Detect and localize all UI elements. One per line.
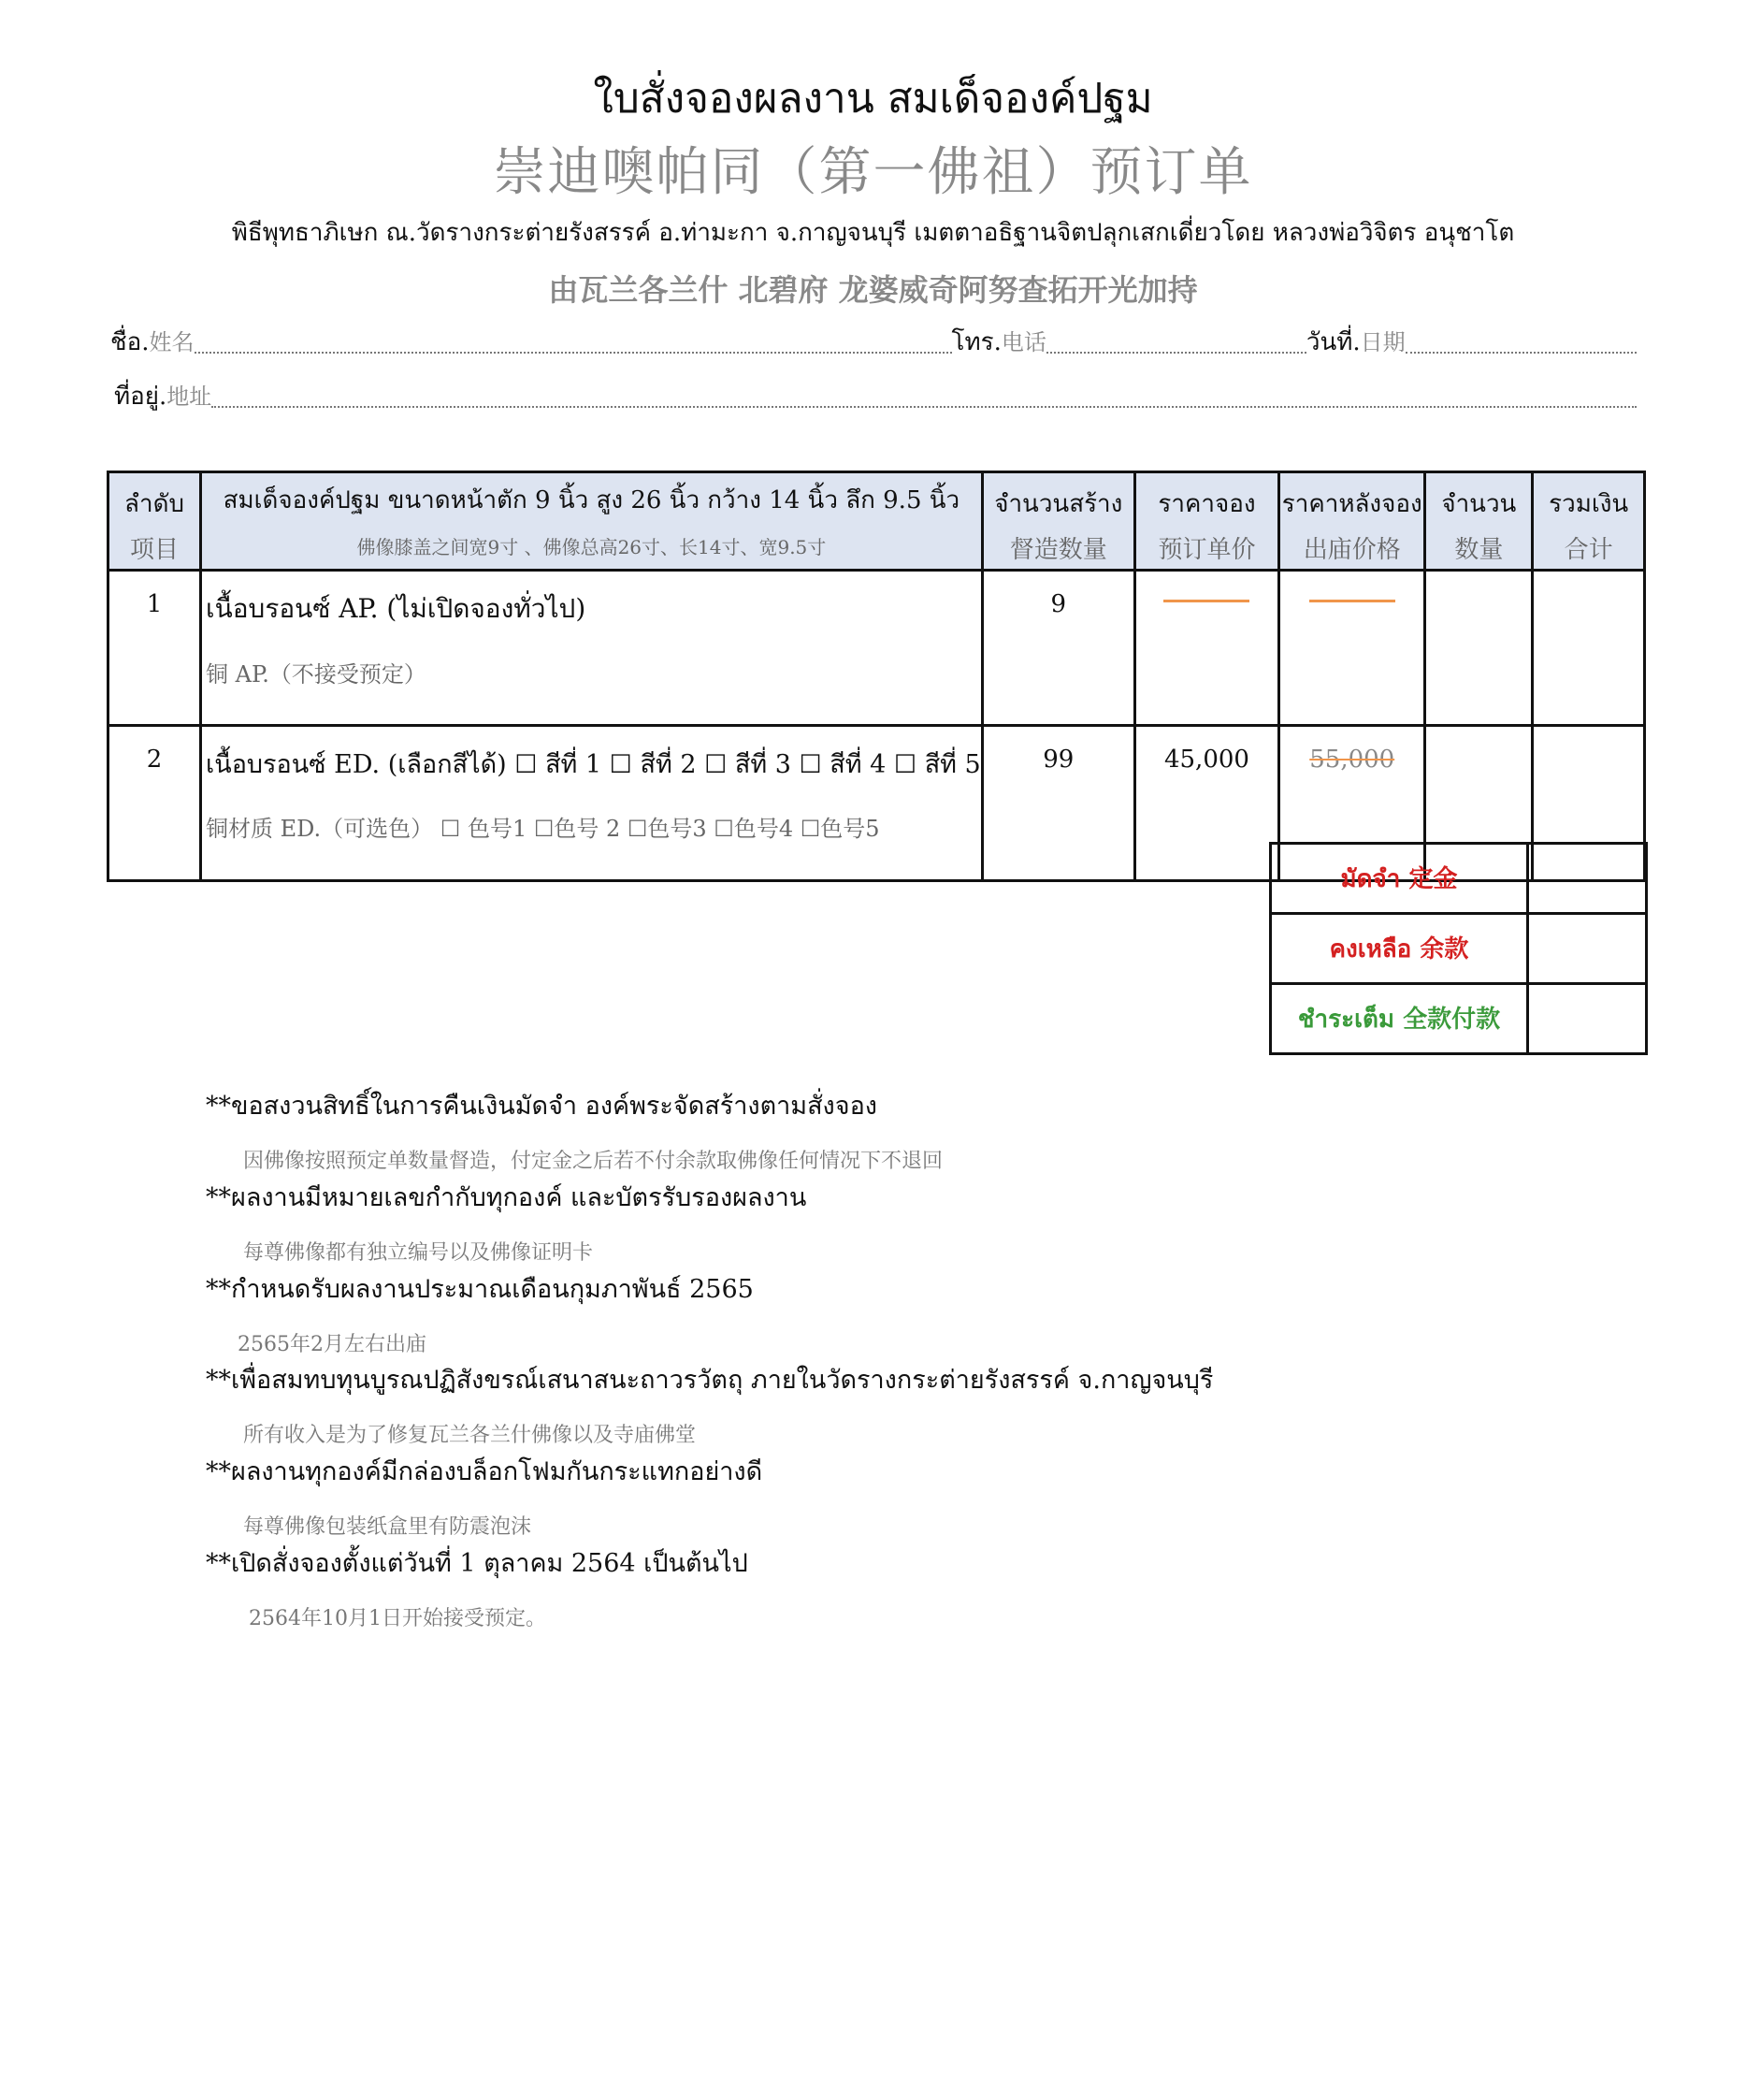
header-after-price: ราคาหลังจอง 出庙价格: [1279, 472, 1425, 571]
note-chinese: 2564年10月1日开始接受预定。: [249, 1607, 546, 1630]
full-payment-row: [1271, 984, 1647, 1054]
preorder-price: 45,000: [1134, 726, 1278, 881]
total-input[interactable]: [1533, 571, 1645, 726]
header-build-qty: จำนวนสร้าง 督造数量: [982, 472, 1134, 571]
note-thai: **เปิดสั่งจองตั้งแต่วันที่ 1 ตุลาคม 2564 เป็นต้นไป: [206, 1549, 748, 1578]
after-price-cell: [1279, 571, 1425, 726]
quantity-input[interactable]: [1425, 571, 1533, 726]
address-label: ที่อยู่.地址: [114, 383, 212, 411]
build-qty: 99: [982, 726, 1134, 881]
name-label: ชื่อ.姓名: [110, 328, 195, 356]
item-name-chinese: 铜 AP.（不接受预定）: [206, 661, 426, 688]
deposit-amount-field[interactable]: [1528, 844, 1647, 914]
balance-label: คงเหลือ 余款: [1271, 914, 1528, 984]
date-label: วันที่.日期: [1306, 328, 1406, 356]
date-field[interactable]: [1406, 352, 1637, 354]
note-thai: **ขอสงวนสิทธิ์ในการคืนเงินมัดจำ องค์พระจัดสร้างตามสั่งจอง: [206, 1092, 877, 1121]
note-chinese: 因佛像按照预定单数量督造，付定金之后若不付余款取佛像任何情况下不退回: [243, 1150, 944, 1173]
item-name-thai: เนื้อบรอนซ์ ED. (เลือกสีได้) ☐ สีที่ 1 ☐ สีที่ 2 ☐ สีที่ 3 ☐ สีที่ 4 ☐ สีที่ 5: [206, 750, 981, 779]
note-thai: **เพื่อสมทบทุนบูรณปฏิสังขรณ์เสนาสนะถาวรวัตถุ ภายในวัดรางกระต่ายรังสรรค์ จ.กาญจนบุรี: [206, 1366, 1214, 1395]
note-chinese: 每尊佛像包装纸盒里有防震泡沫: [243, 1515, 532, 1539]
subtitle-chinese: 由瓦兰各兰什 北碧府 龙婆威奇阿努查拓开光加持: [548, 272, 1198, 308]
deposit-label: มัดจำ 定金: [1271, 844, 1528, 914]
header-no: ลำดับ 项目: [108, 472, 201, 571]
not-available-dash: [1163, 600, 1249, 602]
note-thai: **ผลงานทุกองค์มีกล่องบล็อกโฟมกันกระแทกอย่างดี: [206, 1457, 763, 1486]
after-price-struck: 55,000: [1309, 746, 1395, 774]
title-chinese: 崇迪噢帕同（第一佛祖）预订单: [493, 142, 1253, 203]
table-row: [108, 571, 1645, 726]
note-thai: **ผลงานมีหมายเลขกำกับทุกองค์ และบัตรรับรองผลงาน: [206, 1183, 807, 1212]
payment-summary: [1269, 842, 1648, 1055]
note-chinese: 所有收入是为了修复瓦兰各兰什佛像以及寺庙佛堂: [243, 1424, 697, 1447]
item-cell: [201, 726, 983, 881]
phone-label: โทร.电话: [951, 328, 1046, 356]
header-total: รวมเงิน 合计: [1533, 472, 1645, 571]
note-chinese: 2565年2月左右出庙: [238, 1333, 426, 1356]
note-thai: **กำหนดรับผลงานประมาณเดือนกุมภาพันธ์ 2565: [206, 1275, 754, 1304]
deposit-row: [1271, 844, 1647, 914]
not-available-dash: [1309, 600, 1395, 602]
full-payment-amount-field[interactable]: [1528, 984, 1647, 1054]
table-header-row: [108, 472, 1645, 571]
row-number: 1: [108, 571, 201, 726]
note-chinese: 每尊佛像都有独立编号以及佛像证明卡: [243, 1241, 594, 1265]
item-name-thai: เนื้อบรอนซ์ AP. (ไม่เปิดจองทั่วไป): [206, 593, 586, 624]
balance-amount-field[interactable]: [1528, 914, 1647, 984]
phone-field[interactable]: [1046, 352, 1306, 354]
balance-row: [1271, 914, 1647, 984]
item-cell: [201, 571, 983, 726]
subtitle-thai: พิธีพุทธาภิเษก ณ.วัดรางกระต่ายรังสรรค์ อ.ท่ามะกา จ.กาญจนบุรี เมตตาอธิฐานจิตปลุกเสกเดี่ยวโดย หลวงพ่อวิจิตร อนุชาโต: [231, 219, 1515, 247]
header-quantity: จำนวน 数量: [1425, 472, 1533, 571]
item-name-chinese: 铜材质 ED.（可选色） ☐ 色号1 ☐色号 2 ☐色号3 ☐色号4 ☐色号5: [206, 816, 880, 842]
contact-row: [110, 323, 1637, 361]
header-description: สมเด็จองค์ปฐม ขนาดหน้าตัก 9 นิ้ว สูง 26 นิ้ว กว้าง 14 นิ้ว ลึก 9.5 นิ้ว 佛像膝盖之间宽9寸 、佛像总高26寸、长14寸、宽9.5寸: [201, 472, 983, 571]
name-field[interactable]: [195, 352, 952, 354]
preorder-price-cell: [1134, 571, 1278, 726]
address-row: [114, 377, 1637, 415]
build-qty: 9: [982, 571, 1134, 726]
address-field[interactable]: [211, 406, 1637, 408]
title-thai: ใบสั่งจองผลงาน สมเด็จองค์ปฐม: [593, 75, 1153, 123]
order-table: [107, 471, 1646, 882]
row-number: 2: [108, 726, 201, 881]
header-preorder-price: ราคาจอง 预订单价: [1134, 472, 1278, 571]
full-payment-label: ชำระเต็ม 全款付款: [1271, 984, 1528, 1054]
